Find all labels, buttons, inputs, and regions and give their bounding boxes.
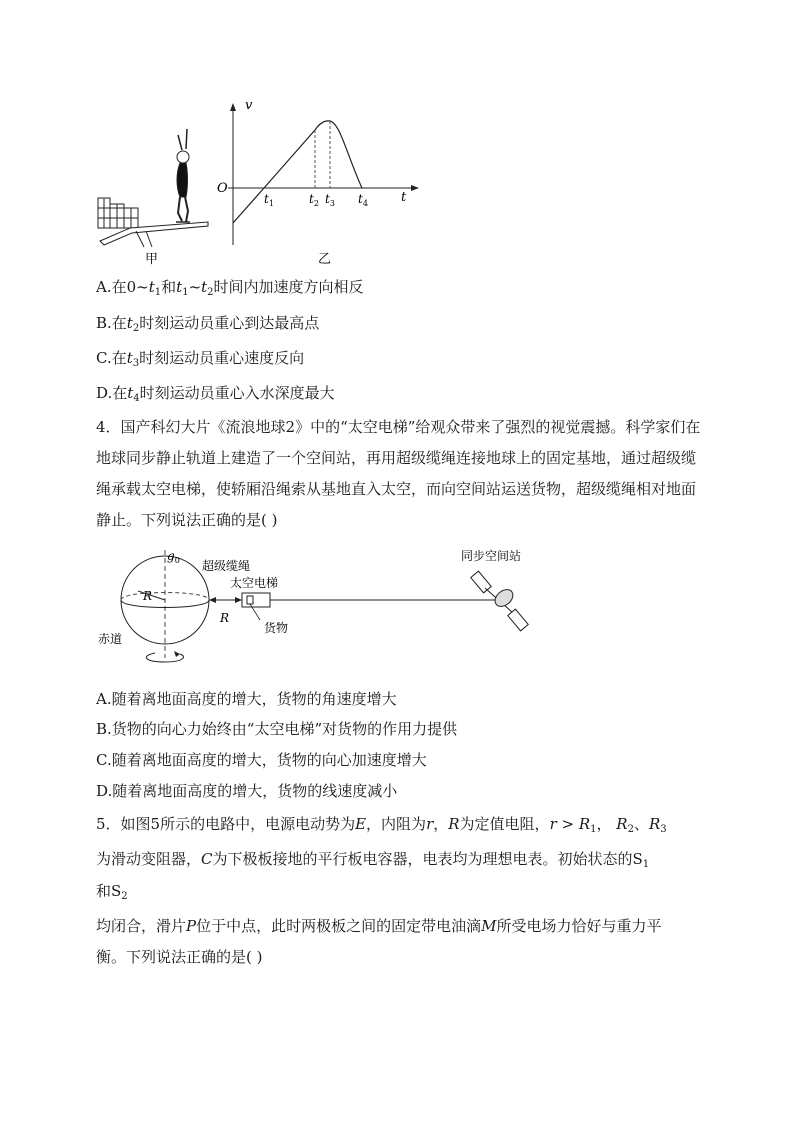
cargo-label: 货物 xyxy=(264,621,289,635)
q3-option-c: C.在$t_3$时刻运动员重心速度反向 xyxy=(96,349,305,369)
elevator-label: 太空电梯 xyxy=(230,576,279,590)
r-outer-label: R xyxy=(220,611,230,625)
elevator-car xyxy=(242,593,270,607)
tick-t1: $t_1$ xyxy=(264,192,274,208)
space-station-icon xyxy=(471,571,529,631)
q5-line-1: 5．如图5所示的电路中，电源电动势为E，内阻为r，R为定值电阻，$r > R_1$， $R_2$、$R_3$ xyxy=(96,815,667,835)
tick-t3: $t_3$ xyxy=(325,192,335,208)
q4-stem: 4．国产科幻大片《流浪地球2》中的“太空电梯”给观众带来了强烈的视觉震撼。科学家们在地球同步静止轨道上建造了一个空间站，再用超级缆绳连接地球上的固定基地，通过超级缆绳承载太空电梯，使轿厢沿绳索从基地直入太空，而向空间站运送货物，超级缆绳相对地面静止。下列说法正确的是( ) xyxy=(96,418,701,529)
v-axis-label: v xyxy=(245,98,253,113)
q5-line-4: 均闭合，滑片P位于中点，此时两极板之间的固定带电油滴M所受电场力恰好与重力平 xyxy=(96,917,662,935)
station-label: 同步空间站 xyxy=(461,549,522,563)
q3-option-d: D.在$t_4$时刻运动员重心入水深度最大 xyxy=(96,384,335,404)
q5-line-2: 为滑动变阻器，C为下极板接地的平行板电容器，电表均为理想电表。初始状态的$S_1$ xyxy=(96,850,650,870)
q3-option-b: B.在$t_2$时刻运动员重心到达最高点 xyxy=(96,314,320,334)
g0-label: $g_0$ xyxy=(167,549,180,565)
t-axis-label: t xyxy=(401,190,407,205)
equator-label: 赤道 xyxy=(98,632,123,646)
q4-option-a: A.随着离地面高度的增大，货物的角速度增大 xyxy=(96,690,397,708)
tick-t4: $t_4$ xyxy=(358,192,368,208)
figure-label-jia: 甲 xyxy=(145,252,159,267)
cable-label: 超级缆绳 xyxy=(202,559,251,573)
velocity-curve xyxy=(233,121,362,223)
figure-label-yi: 乙 xyxy=(318,252,332,267)
t-axis-arrow xyxy=(411,185,419,191)
q4-figure xyxy=(90,538,560,668)
rotation-arrowhead xyxy=(174,651,180,657)
q5-line-5: 衡。下列说法正确的是( ) xyxy=(96,948,263,966)
q4-option-d: D.随着离地面高度的增大，货物的线速度减小 xyxy=(96,782,398,800)
cargo-box xyxy=(247,596,253,604)
origin-label: O xyxy=(217,181,228,196)
r-inner-label: R xyxy=(143,589,153,603)
q4-option-b: B.货物的向心力始终由“太空电梯”对货物的作用力提供 xyxy=(96,720,458,738)
diving-platform-illustration xyxy=(98,129,208,247)
q5-line-3: 和$S_2$ xyxy=(96,882,128,902)
v-t-graph xyxy=(217,98,419,245)
q3-figure xyxy=(90,95,430,270)
v-axis-arrow xyxy=(230,103,236,111)
q4-option-c: C.随着离地面高度的增大，货物的向心加速度增大 xyxy=(96,751,427,769)
tick-t2: $t_2$ xyxy=(309,192,319,208)
q3-option-a: A.在$0\sim t_1$和$t_1\sim t_2$时间内加速度方向相反 xyxy=(96,278,364,298)
